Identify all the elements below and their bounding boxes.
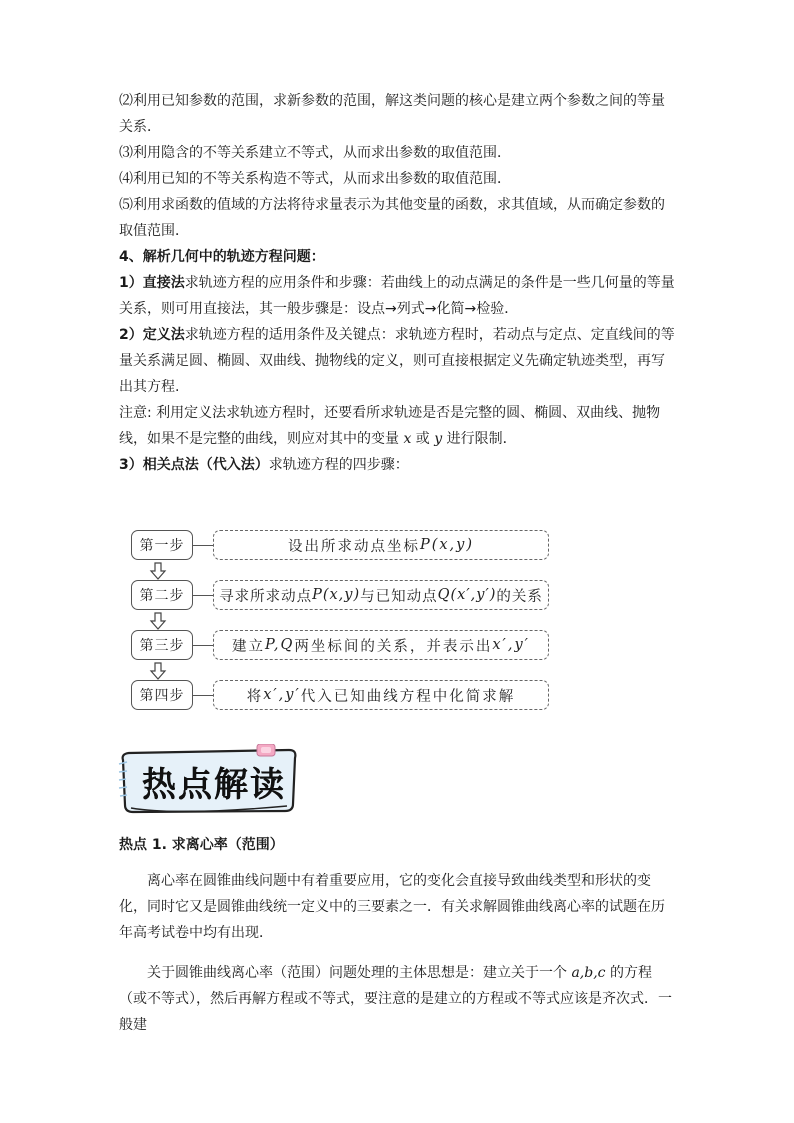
flow-box-4-math: x′,y′ [263,687,301,703]
note-var-y: y [434,431,443,447]
note-var-x: x [403,431,412,447]
hot-topic-1-heading: 热点 1. 求离心率（范围） [119,837,284,853]
hot-topic-1-paragraph-1: 离心率在圆锥曲线问题中有着重要应用，它的变化会直接导致曲线类型和形状的变化，同时它又是圆锥曲线统一定义中的三要素之一．有关求解圆锥曲线离心率的试题在历年高考试卷中均有出现． [119,873,665,941]
flow-box-2 [213,580,549,610]
flow-box-2-math-b: Q(x′,y′) [437,587,497,603]
direct-method-label: 1）直接法 [119,275,185,291]
flow-box-1-text: 设出所求动点坐标 [287,538,420,555]
paragraph-related-point-method [119,452,676,478]
hot-p2-text-b: 的方程（或不等式），然后再解方程或不等式，要注意的是建立的方程或不等式应该是齐次式．一般建 [119,965,672,1033]
paragraph-p3: ⑶利用隐含的不等关系建立不等式，从而求出参数的取值范围． [119,145,511,161]
hot-topic-1-paragraph-2 [119,960,676,1038]
down-arrow-icon [149,612,167,630]
flow-step-1: 第一步 [131,530,193,560]
definition-method-label: 2）定义法 [119,327,185,343]
note-or: 或 [411,431,435,447]
paragraph-p5: ⑸利用求函数的值域的方法将待求量表示为其他变量的函数，求其值域，从而确定参数的取值范围． [119,197,665,239]
down-arrow-icon [149,662,167,680]
flow-connector-4 [193,695,213,696]
paragraph-direct-method [119,270,676,322]
paragraph-p2: ⑵利用已知参数的范围，求新参数的范围，解这类问题的核心是建立两个参数之间的等量关系． [119,93,665,135]
paragraph-definition-method [119,322,676,400]
flow-box-2-text-c: 的关系 [496,588,543,605]
down-arrow-icon [149,562,167,580]
paper-clip-icon [257,744,275,756]
note-text-a: 注意: 利用定义法求轨迹方程时，还要看所求轨迹是否是完整的圆、椭圆、双曲线、抛物线，如果不是完整的曲线，则应对其中的变量 [119,405,661,447]
flow-box-1-math: P(x,y) [419,537,475,553]
flow-box-4-text-a: 将 [246,688,264,705]
flow-box-2-text-a: 寻求所求动点 [219,588,313,605]
flow-box-1 [213,530,549,560]
flow-box-3-text-b: 两坐标间的关系，并表示出 [294,638,493,655]
definition-method-text: 求轨迹方程的适用条件及关键点：求轨迹方程时，若动点与定点、定直线间的等量关系满足圆、椭圆、双曲线、抛物线的定义，则可直接根据定义先确定轨迹类型，再写出其方程. [119,327,675,395]
flow-box-3-math-a: P,Q [265,637,295,653]
hot-p2-text-a: 关于圆锥曲线离心率（范围）问题处理的主体思想是：建立关于一个 [147,965,572,981]
related-point-method-text: 求轨迹方程的四步骤： [268,457,409,473]
flow-box-3-math-b: x′,y′ [492,637,530,653]
flow-connector-3 [193,645,213,646]
flow-box-4-text-b: 代入已知曲线方程中化简求解 [300,688,516,705]
note-text-b: 进行限制． [442,431,517,447]
paragraph-p4: ⑷利用已知的不等关系构造不等式，从而求出参数的取值范围． [119,171,511,187]
banner-title: 热点解读 [142,764,286,805]
related-point-method-label: 3）相关点法（代入法） [119,457,269,473]
flow-connector-1 [193,545,213,546]
flow-step-3: 第三步 [131,630,193,660]
flow-step-2: 第二步 [131,580,193,610]
flow-box-4 [213,680,549,710]
section-heading-4: 4、解析几何中的轨迹方程问题： [119,249,325,265]
hot-p2-math: a,b,c [571,965,606,981]
direct-method-text: 求轨迹方程的应用条件和步骤：若曲线上的动点满足的条件是一些几何量的等量关系，则可用直接法，其一般步骤是：设点→列式→化简→检验． [119,275,675,317]
paragraph-note [119,400,676,452]
flow-box-2-text-b: 与已知动点 [360,588,438,605]
flow-connector-2 [193,595,213,596]
flow-box-3 [213,630,549,660]
flow-box-2-math-a: P(x,y) [312,587,361,603]
flow-step-4: 第四步 [131,680,193,710]
flow-box-3-text-a: 建立 [232,638,266,655]
